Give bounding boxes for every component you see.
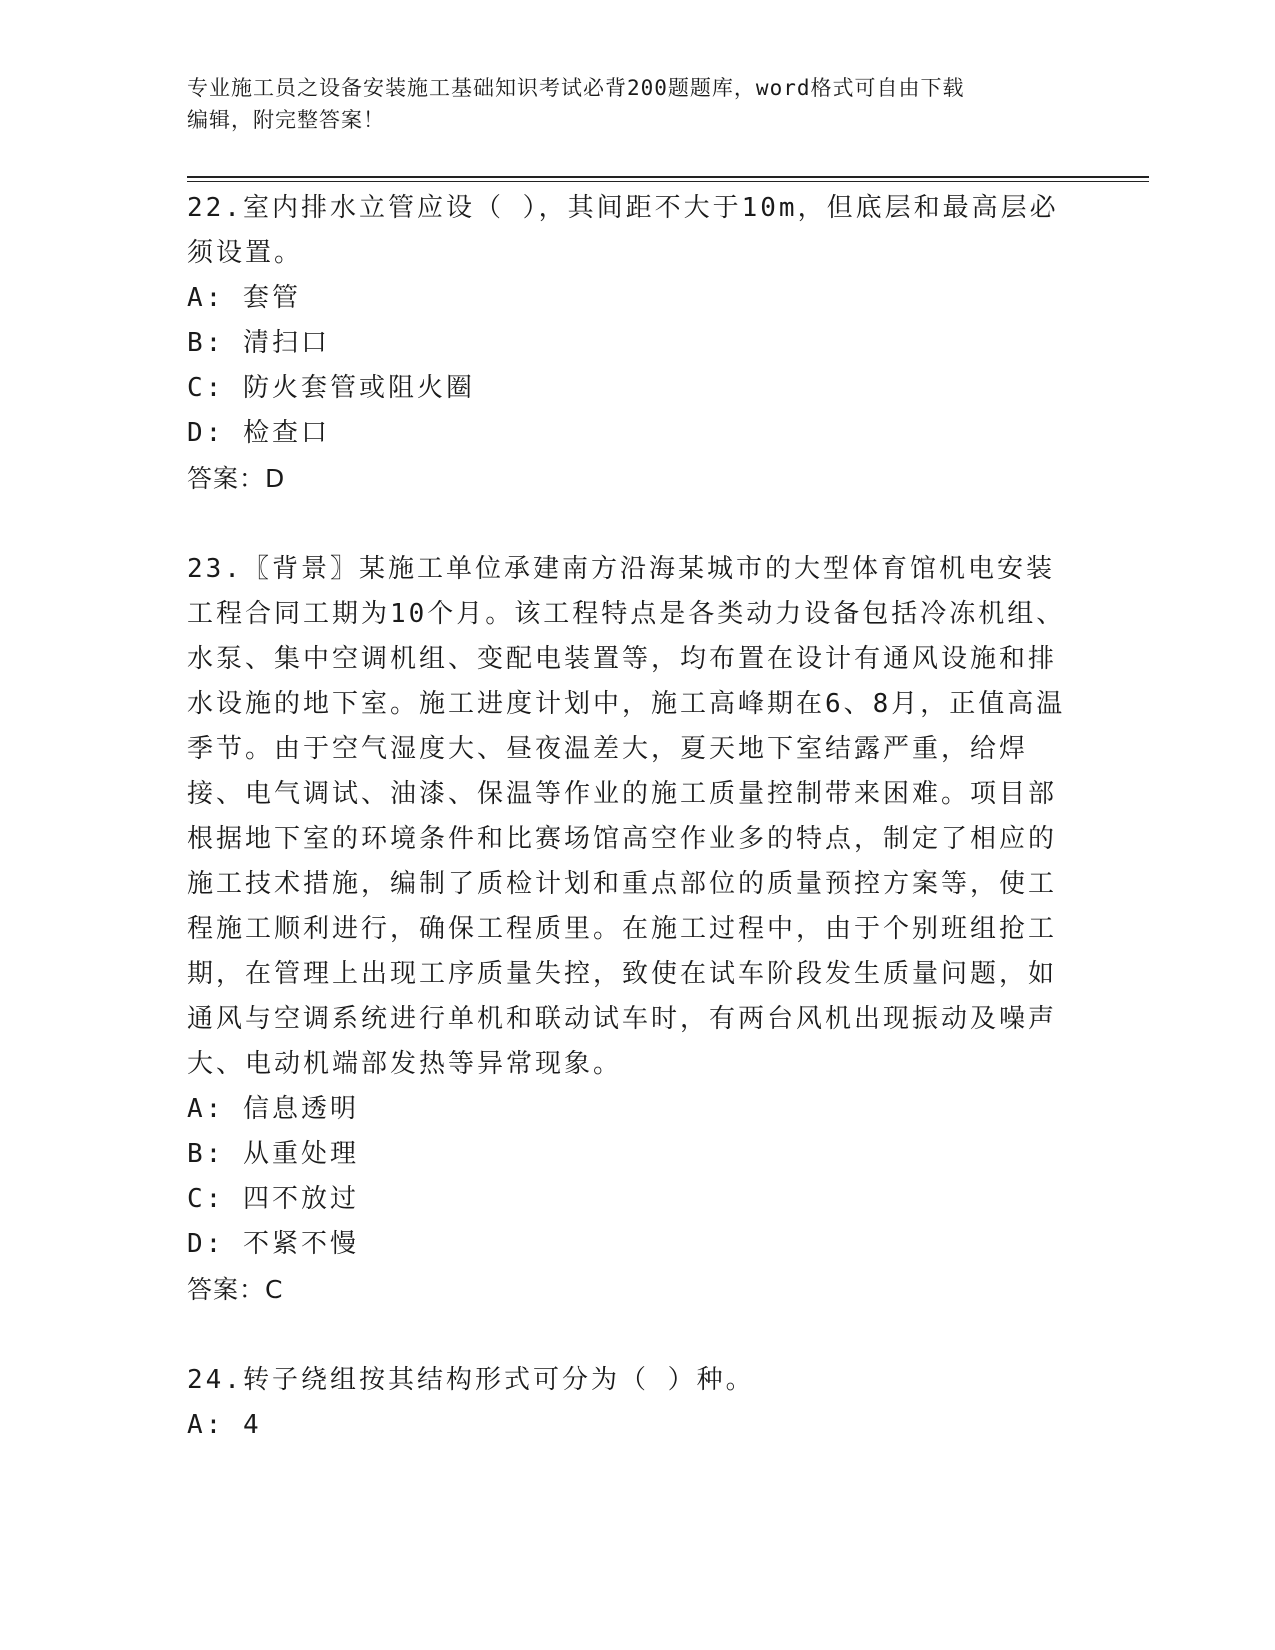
header-title-line-1: 专业施工员之设备安装施工基础知识考试必背200题题库，word格式可自由下载 [187,76,965,100]
option-b: B: 清扫口 [187,328,330,358]
option-d: D: 检查口 [187,418,330,448]
document-header [187,72,1087,136]
question-stem: 23.〖背景〗某施工单位承建南方沿海某城市的大型体育馆机电安装工程合同工期为10个月。该工程特点是各类动力设备包括冷冻机组、水泵、集中空调机组、变配电装置等，均布置在设计有通风设施和排水设施的地下室。施工进度计划中，施工高峰期在6、8月，正值高温季节。由于空气湿度大、昼夜温差大，夏天地下室结露严重，给焊接、电气调试、油漆、保温等作业的施工质量控制带来困难。项目部根据地下室的环境条件和比赛场馆高空作业多的特点，制定了相应的施工技术措施，编制了质检计划和重点部位的质量预控方案等，使工程施工顺利进行，确保工程质里。在施工过程中，由于个别班组抢工期，在管理上出现工序质量失控，致使在试车阶段发生质量问题，如通风与空调系统进行单机和联动试车时，有两台风机出现振动及噪声大、电动机端部发热等异常现象。 [187,554,1066,1079]
question-spacer [187,1312,1067,1358]
header-divider-thick [187,176,1149,178]
option-c: C: 四不放过 [187,1184,359,1214]
question-spacer [187,501,1067,547]
question-23 [187,547,1067,1312]
question-24 [187,1358,1067,1448]
option-a: A: 4 [187,1410,262,1440]
question-22 [187,186,1067,501]
header-title-line-2: 编辑，附完整答案！ [187,108,385,132]
option-b: B: 从重处理 [187,1139,359,1169]
question-stem: 24.转子绕组按其结构形式可分为（ ）种。 [187,1365,755,1395]
option-a: A: 信息透明 [187,1094,359,1124]
option-d: D: 不紧不慢 [187,1229,359,1259]
question-list [187,186,1067,1448]
question-stem: 22.室内排水立管应设（ ），其间距不大于10m，但底层和最高层必须设置。 [187,193,1059,268]
answer-line: 答案：D [187,464,286,493]
option-c: C: 防火套管或阻火圈 [187,373,475,403]
header-divider-thin [187,181,1149,182]
answer-line: 答案：C [187,1275,284,1304]
option-a: A: 套管 [187,283,301,313]
